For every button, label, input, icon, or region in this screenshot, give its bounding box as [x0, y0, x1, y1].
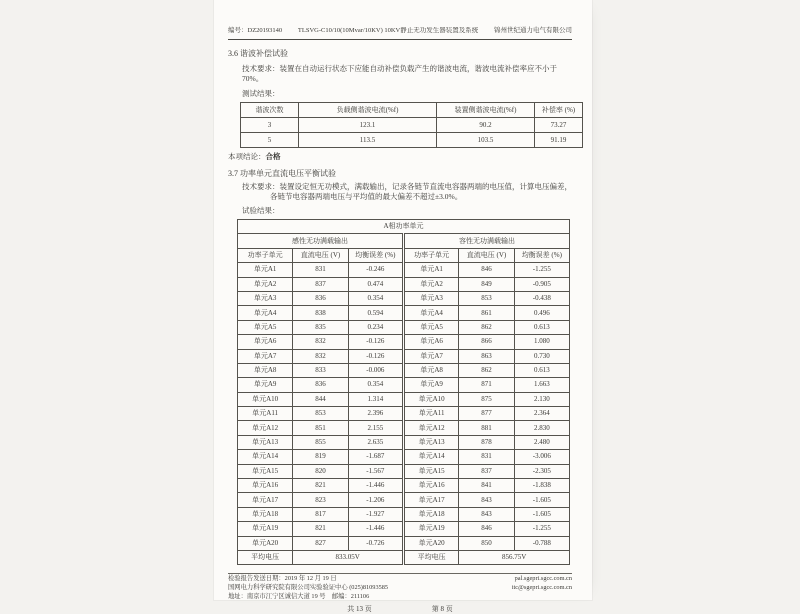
table-cell: 单元A6 [403, 335, 458, 349]
table-cell: 862 [459, 363, 514, 377]
footer-line-2 [228, 583, 572, 592]
table-cell: 单元A5 [403, 320, 458, 334]
total-pages: 共 13 页 [347, 605, 372, 614]
table-cell: 单元A16 [403, 479, 458, 493]
dc-table-average-rows [238, 550, 570, 564]
table-cell: 单元A18 [403, 507, 458, 521]
table-cell: -0.905 [514, 277, 569, 291]
doc-number: 编号：DZ20193140 [228, 27, 283, 34]
table-cell: 单元A11 [238, 407, 293, 421]
table-cell: 单元A15 [403, 464, 458, 478]
table-cell: 单元A1 [403, 263, 458, 277]
table-cell: 单元A19 [238, 522, 293, 536]
table-cell: 862 [459, 320, 514, 334]
table-cell: -2.305 [514, 464, 569, 478]
table-cell: -1.687 [348, 450, 403, 464]
table-cell: 单元A14 [403, 450, 458, 464]
table-cell: -1.605 [514, 507, 569, 521]
table-cell: 832 [293, 335, 348, 349]
table-cell: 841 [459, 479, 514, 493]
average-voltage-row [238, 550, 570, 564]
table-cell: 单元A6 [238, 335, 293, 349]
table-cell: 单元A3 [238, 291, 293, 305]
table-cell: -3.006 [514, 450, 569, 464]
section-3-7-requirement-line1: 技术要求：装置设定恒无功模式，满载输出，记录各链节直流电容器两端的电压值，计算电压偏差， [242, 182, 572, 191]
table-cell: 单元A15 [238, 464, 293, 478]
table-cell: -0.726 [348, 536, 403, 550]
col-harmonic-order: 谐波次数 [241, 103, 299, 118]
conclusion-label: 本项结论： [228, 152, 266, 161]
capacitive-output-header: 容性无功满载输出 [403, 234, 569, 248]
document-content [228, 0, 576, 614]
table-cell: 单元A3 [403, 291, 458, 305]
section-3-7-heading: 3.7 功率单元直流电压平衡试验 [228, 169, 336, 178]
table-cell: 827 [293, 536, 348, 550]
table-cell: -1.927 [348, 507, 403, 521]
table-cell: 838 [293, 306, 348, 320]
table-cell: 831 [293, 263, 348, 277]
table-cell: 820 [293, 464, 348, 478]
table-cell: 单元A8 [403, 363, 458, 377]
table-cell: 3 [241, 118, 299, 133]
col-dc-voltage-left: 直流电压 (V) [293, 248, 348, 262]
table-cell: 843 [459, 493, 514, 507]
table-cell: -0.126 [348, 335, 403, 349]
table-cell: -1.605 [514, 493, 569, 507]
table-row [238, 522, 570, 536]
col-device-side-current: 装置侧谐波电流(%f) [437, 103, 535, 118]
table-cell: 850 [459, 536, 514, 550]
dc-voltage-balance-table [237, 219, 570, 565]
table-row [238, 536, 570, 550]
table-cell: 832 [293, 349, 348, 363]
page-numbering [228, 604, 572, 614]
table-cell: 113.5 [299, 133, 437, 148]
table-cell: 单元A5 [238, 320, 293, 334]
table-cell: -0.126 [348, 349, 403, 363]
average-value-right: 856.75V [459, 550, 570, 564]
table-cell: -0.246 [348, 263, 403, 277]
table-cell: 0.496 [514, 306, 569, 320]
group-header-row [238, 234, 570, 248]
table-cell: -1.255 [514, 522, 569, 536]
table-header-row [241, 103, 583, 118]
table-cell: 103.5 [437, 133, 535, 148]
table-cell: 0.474 [348, 277, 403, 291]
table-cell: 836 [293, 378, 348, 392]
table-cell: 单元A11 [403, 407, 458, 421]
table-row [238, 407, 570, 421]
footer-line-3 [228, 592, 572, 601]
table-cell: 877 [459, 407, 514, 421]
table-cell: -1.206 [348, 493, 403, 507]
document-sheet [214, 0, 592, 614]
table-cell: -1.446 [348, 522, 403, 536]
table-row [238, 363, 570, 377]
table-cell: 单元A2 [403, 277, 458, 291]
current-page: 第 8 页 [431, 605, 453, 614]
table-cell: 91.19 [535, 133, 583, 148]
table-cell: -1.838 [514, 479, 569, 493]
table-cell: 2.480 [514, 435, 569, 449]
table-row [238, 378, 570, 392]
table-cell: 123.1 [299, 118, 437, 133]
table-cell: 单元A1 [238, 263, 293, 277]
section-3-7-requirement-line2: 各链节电容器两端电压与平均值的最大偏差不超过±3.0%。 [270, 192, 463, 201]
table-cell: 单元A10 [403, 392, 458, 406]
table-cell: 831 [459, 450, 514, 464]
table-cell: 866 [459, 335, 514, 349]
dc-table-header-rows [238, 220, 570, 263]
document-header [228, 27, 572, 40]
table-row [238, 421, 570, 435]
col-balance-error-right: 均衡误差 (%) [514, 248, 569, 262]
col-power-subunit-right: 功率子单元 [403, 248, 458, 262]
harmonic-compensation-table [240, 102, 583, 148]
table-row [238, 306, 570, 320]
table-cell: 837 [459, 464, 514, 478]
table-cell: 单元A7 [238, 349, 293, 363]
table-cell: 1.080 [514, 335, 569, 349]
table-cell: 单元A13 [238, 435, 293, 449]
table-cell: 833 [293, 363, 348, 377]
table-cell: 855 [293, 435, 348, 449]
table-cell: -1.446 [348, 479, 403, 493]
table-cell: 863 [459, 349, 514, 363]
table-cell: 849 [459, 277, 514, 291]
average-value-left: 833.05V [293, 550, 404, 564]
table-cell: 835 [293, 320, 348, 334]
table-cell: 单元A12 [403, 421, 458, 435]
table-cell: 单元A2 [238, 277, 293, 291]
table-cell: 853 [459, 291, 514, 305]
table-cell: 821 [293, 522, 348, 536]
table-cell: 0.613 [514, 363, 569, 377]
table-cell: 846 [459, 263, 514, 277]
table-row [238, 507, 570, 521]
table-cell: -1.255 [514, 263, 569, 277]
table-cell: 2.364 [514, 407, 569, 421]
table-cell: 878 [459, 435, 514, 449]
table-row [238, 349, 570, 363]
table-row [238, 479, 570, 493]
organization-name-phone: 国网电力科学研究院有限公司实验验证中心 (025)81093585 [228, 584, 389, 592]
harmonic-table-head [241, 103, 583, 118]
table-cell: -0.438 [514, 291, 569, 305]
harmonic-table-body [241, 118, 583, 148]
section-3-6-heading: 3.6 谐波补偿试验 [228, 49, 288, 58]
table-cell: 单元A10 [238, 392, 293, 406]
table-row [238, 320, 570, 334]
table-cell: 844 [293, 392, 348, 406]
table-cell: 0.594 [348, 306, 403, 320]
table-cell: 单元A20 [238, 536, 293, 550]
table-cell: 836 [293, 291, 348, 305]
col-load-side-current: 负载侧谐波电流(%f) [299, 103, 437, 118]
table-cell: 单元A9 [238, 378, 293, 392]
table-cell: 2.155 [348, 421, 403, 435]
col-power-subunit-left: 功率子单元 [238, 248, 293, 262]
section-3-6-requirement: 技术要求：装置在自动运行状态下应能自动补偿负载产生的谐波电流，谐波电流补偿率应不小于 70%。 [242, 64, 557, 83]
dc-table-body [238, 263, 570, 551]
table-cell: 1.663 [514, 378, 569, 392]
table-cell: 821 [293, 479, 348, 493]
table-row [238, 277, 570, 291]
table-cell: 881 [459, 421, 514, 435]
table-cell: 单元A7 [403, 349, 458, 363]
average-label-right: 平均电压 [403, 550, 458, 564]
table-cell: 单元A13 [403, 435, 458, 449]
table-row [241, 118, 583, 133]
table-cell: -0.788 [514, 536, 569, 550]
conclusion-value: 合格 [265, 152, 281, 161]
table-cell: 871 [459, 378, 514, 392]
average-label-left: 平均电压 [238, 550, 293, 564]
table-cell: 817 [293, 507, 348, 521]
table-cell: 853 [293, 407, 348, 421]
report-send-date: 检验报告发送日期：2019 年 12 月 19 日 [228, 575, 337, 583]
section-3-7-results-label: 试验结果： [242, 206, 280, 215]
table-cell: 0.354 [348, 378, 403, 392]
table-cell: 0.730 [514, 349, 569, 363]
table-row [238, 450, 570, 464]
table-cell: 861 [459, 306, 514, 320]
inductive-output-header: 感性无功满载输出 [238, 234, 404, 248]
table-cell: 单元A17 [403, 493, 458, 507]
table-row [241, 133, 583, 148]
table-cell: 90.2 [437, 118, 535, 133]
table-cell: 819 [293, 450, 348, 464]
table-cell: 单元A19 [403, 522, 458, 536]
table-row [238, 335, 570, 349]
table-cell: 单元A14 [238, 450, 293, 464]
table-cell: -0.006 [348, 363, 403, 377]
table-cell: 1.314 [348, 392, 403, 406]
table-cell: 843 [459, 507, 514, 521]
table-cell: 846 [459, 522, 514, 536]
organization-address: 地址：南京市江宁区诚信大道 19 号 邮编：211106 [228, 593, 370, 601]
table-row [238, 435, 570, 449]
table-cell: 单元A4 [238, 306, 293, 320]
col-dc-voltage-right: 直流电压 (V) [459, 248, 514, 262]
table-row [238, 464, 570, 478]
table-cell: 2.396 [348, 407, 403, 421]
table-cell: 5 [241, 133, 299, 148]
col-balance-error-left: 均衡误差 (%) [348, 248, 403, 262]
col-compensation-rate: 补偿率 (%) [535, 103, 583, 118]
table-cell: 单元A9 [403, 378, 458, 392]
section-3-6-results-label: 测试结果： [242, 89, 280, 98]
table-cell: 单元A16 [238, 479, 293, 493]
table-cell: 0.234 [348, 320, 403, 334]
section-3-6-conclusion [228, 152, 572, 162]
table-cell: 0.354 [348, 291, 403, 305]
column-header-row [238, 248, 570, 262]
table-cell: 单元A20 [403, 536, 458, 550]
table-row [238, 263, 570, 277]
table-cell: 单元A8 [238, 363, 293, 377]
table-cell: 单元A12 [238, 421, 293, 435]
table-cell: 单元A17 [238, 493, 293, 507]
table-cell: 823 [293, 493, 348, 507]
footer-line-1 [228, 574, 572, 583]
table-row [238, 392, 570, 406]
table-cell: 单元A18 [238, 507, 293, 521]
table-cell: 0.613 [514, 320, 569, 334]
table-cell: 73.27 [535, 118, 583, 133]
table-cell: 2.635 [348, 435, 403, 449]
table-cell: 2.130 [514, 392, 569, 406]
table-title-row [238, 220, 570, 234]
phase-a-title: A相功率单元 [238, 220, 570, 234]
table-cell: 单元A4 [403, 306, 458, 320]
footer-email: itc@sgepri.sgcc.com.cn [511, 584, 572, 592]
company-name: 锦州世纪通力电气有限公司 [493, 27, 572, 34]
table-row [238, 493, 570, 507]
table-row [238, 291, 570, 305]
table-cell: 837 [293, 277, 348, 291]
table-cell: 2.830 [514, 421, 569, 435]
table-cell: -1.567 [348, 464, 403, 478]
doc-title: TLSVG-C10/10(10Mvar/10KV) 10KV静止无功发生器装置及系统 [297, 27, 479, 34]
table-cell: 851 [293, 421, 348, 435]
table-cell: 875 [459, 392, 514, 406]
footer-website: pal.sgepri.sgcc.com.cn [514, 575, 572, 583]
